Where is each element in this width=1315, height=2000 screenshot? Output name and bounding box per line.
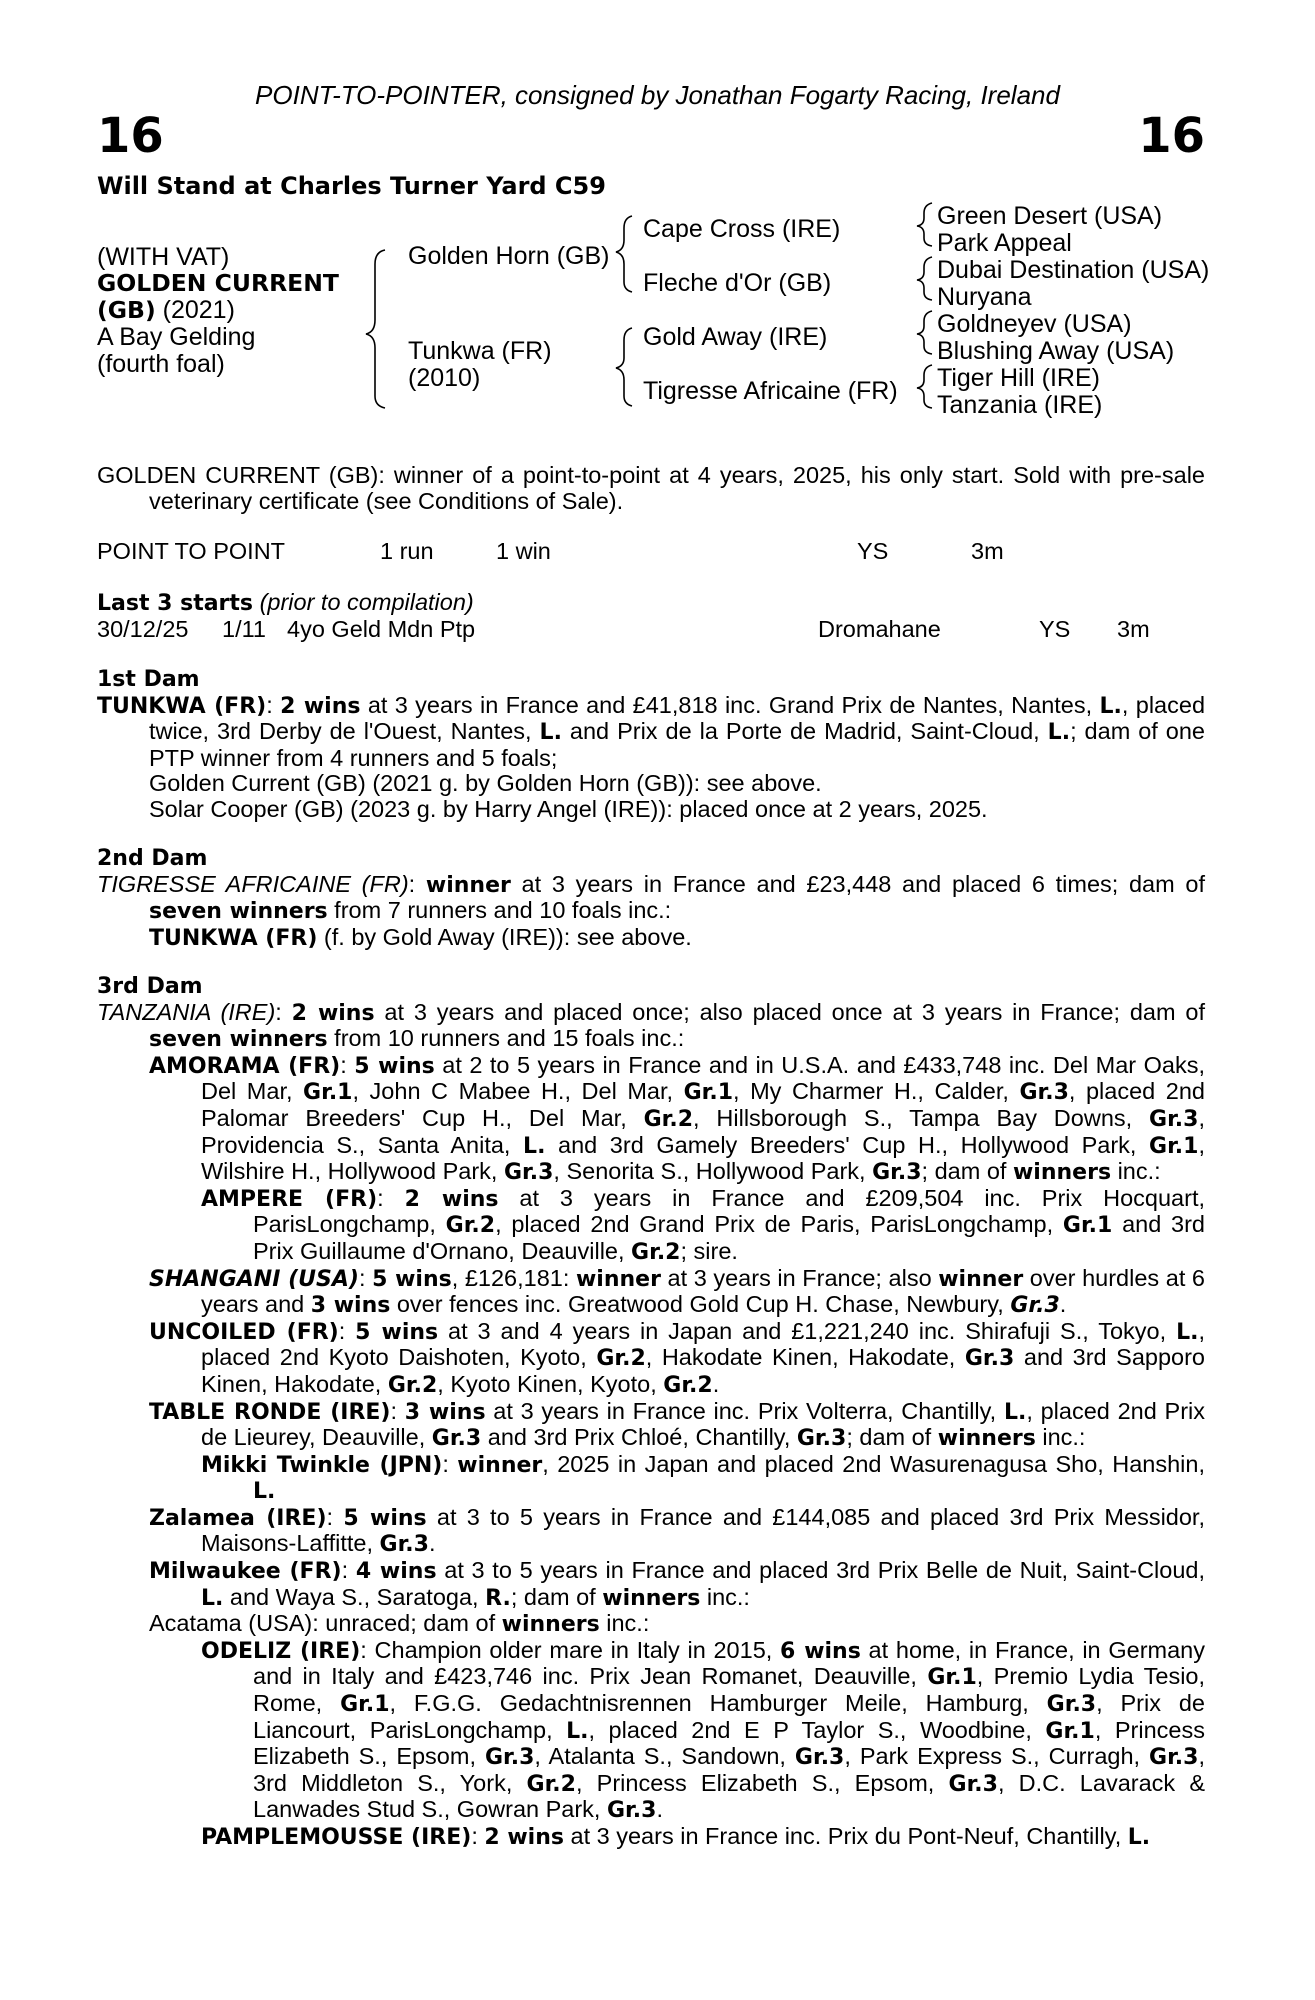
brace-ds [917,311,932,354]
stand-location: Will Stand at Charles Turner Yard C59 [97,172,606,200]
last-starts [97,590,1205,644]
record-runs: 1 run [380,538,434,564]
last-start-row: 30/12/25 1/11 4yo Geld Mdn Ptp Dromahane YS 3m [97,615,1150,642]
produce-ampere: AMPERE (FR): 2 wins at 3 years in France and £209,504 inc. Prix Hocquart, ParisLongchamp, Gr.2, placed 2nd Grand Prix de Paris, ParisLongchamp, Gr.1 and 3rd Prix Guillaume d'Ornano, Deauville, Gr.2; sire. [201,1184,1206,1265]
sds: Dubai Destination (USA) [937,256,1210,284]
produce-shangani: SHANGANI (USA): 5 wins, £126,181: winner at 3 years in France; also winner over hurdles at 6 years and 3 wins over fences inc. Greatwood Gold Cup H. Chase, Newbury, Gr.3. [149,1264,1205,1319]
vat-note: (WITH VAT) [97,243,230,271]
horse-description: A Bay Gelding [97,323,256,351]
record-going: YS [857,538,889,564]
record-distance: 3m [971,538,1004,564]
dam-year: (2010) [408,364,481,392]
lot-number-left: 16 [97,108,164,164]
third-dam-section [97,974,1205,1851]
ddd: Tanzania (IRE) [937,391,1103,419]
produce-odeliz: ODELIZ (IRE): Champion older mare in Italy in 2015, 6 wins at home, in France, in Germany and in Italy and £423,746 inc. Prix Jean Romanet, Deauville, Gr.1, Premio Lydia Tesio, Rome, Gr.1, F.G.G. Gedachtnisrennen Hamburger Meile, Hamburg, Gr.3, Prix de Liancourt, ParisLongchamp, L., placed 2nd E P Taylor S., Woodbine, Gr.1, Princess Elizabeth S., Epsom, Gr.3, Atalanta S., Sandown, Gr.3, Park Express S., Curragh, Gr.3, 3rd Middleton S., York, Gr.2, Princess Elizabeth S., Epsom, Gr.3, D.C. Lavarack & Lanwades Stud S., Gowran Park, Gr.3. [201,1636,1206,1824]
first-dam-heading: 1st Dam [97,667,200,692]
race-summary: GOLDEN CURRENT (GB): winner of a point-to-point at 4 years, 2025, his only start. Sold with pre-sale veterinary certificate (see Conditions of Sale). [97,462,1205,514]
second-dam-record: TIGRESSE AFRICAINE (FR): winner at 3 years in France and £23,448 and placed 6 times; dam of seven winners from 7 runners and 10 foals inc.: [97,870,1205,925]
produce-mikki-twinkle: Mikki Twinkle (JPN): winner, 2025 in Japan and placed 2nd Wasurenagusa Sho, Hanshin, L. [201,1450,1205,1505]
consignment-header: POINT-TO-POINTER, consigned by Jonathan Fogarty Racing, Ireland [255,80,1060,110]
record-wins: 1 win [496,538,551,564]
brace-dam [616,328,632,406]
dam-dam: Tigresse Africaine (FR) [643,377,898,405]
second-dam-heading: 2nd Dam [97,846,208,871]
sss: Green Desert (USA) [937,202,1163,230]
first-dam-section [97,667,1205,823]
third-dam-heading: 3rd Dam [97,974,203,999]
produce-milwaukee: Milwaukee (FR): 4 wins at 3 to 5 years in France and placed 3rd Prix Belle de Nuit, Saint-Cloud, L. and Waya S., Saratoga, R.; dam of winners inc.: [149,1557,1205,1611]
sdd: Nuryana [937,283,1032,311]
second-dam-foal: TUNKWA (FR) (f. by Gold Away (IRE)): see above. [149,923,692,951]
dam: Tunkwa (FR) [408,337,552,365]
dsd: Blushing Away (USA) [937,337,1175,365]
brace-ss [917,203,932,246]
produce-amorama: AMORAMA (FR): 5 wins at 2 to 5 years in France and in U.S.A. and £433,748 inc. Del Mar Oaks, Del Mar, Gr.1, John C Mabee H., Del Mar, Gr.1, My Charmer H., Calder, Gr.3, placed 2nd Palomar Breeders' Cup H., Del Mar, Gr.2, Hillsborough S., Tampa Bay Downs, Gr.3, Providencia S., Santa Anita, L. and 3rd Gamely Breeders' Cup H., Hollywood Park, Gr.1, Wilshire H., Hollywood Park, Gr.3, Senorita S., Hollywood Park, Gr.3; dam of winners inc.: [149,1051,1205,1186]
ssd: Park Appeal [937,229,1072,257]
first-dam-foal-2: Solar Cooper (GB) (2023 g. by Harry Angel (IRE)): placed once at 2 years, 2025. [149,795,988,822]
brace-main [366,250,385,408]
brace-dd [917,365,932,408]
lot-number-right: 16 [1138,108,1205,164]
sire: Golden Horn (GB) [408,242,610,270]
produce-uncoiled: UNCOILED (FR): 5 wins at 3 and 4 years in Japan and £1,221,240 inc. Shirafuji S., Tokyo, L., placed 2nd Kyoto Daishoten, Kyoto, Gr.2, Hakodate Kinen, Hakodate, Gr.3 and 3rd Sapporo Kinen, Hakodate, Gr.2, Kyoto Kinen, Kyoto, Gr.2. [149,1317,1206,1398]
produce-acatama: Acatama (USA): unraced; dam of winners inc.: [149,1610,650,1638]
produce-pamplemousse: PAMPLEMOUSSE (IRE): 2 wins at 3 years in France inc. Prix du Pont-Neuf, Chantilly, L. [201,1823,1151,1850]
produce-zalamea: Zalamea (IRE): 5 wins at 3 to 5 years in France and £144,085 and placed 3rd Prix Messidor, Maisons-Laffitte, Gr.3. [149,1503,1205,1558]
first-dam-record: TUNKWA (FR): 2 wins at 3 years in France and £41,818 inc. Grand Prix de Nantes, Nantes, L., placed twice, 3rd Derby de l'Ouest, Nantes, L. and Prix de la Porte de Madrid, Saint-Cloud, L.; dam of one PTP winner from 4 runners and 5 foals; [97,691,1206,771]
last-starts-heading: Last 3 starts (prior to compilation) [97,589,474,616]
summary-block [97,463,1205,514]
horse-name: GOLDEN CURRENT [97,269,339,297]
brace-sd [917,257,932,300]
horse-origin-year: (GB) (2021) [97,296,235,324]
sire-sire: Cape Cross (IRE) [643,215,841,243]
dds: Tiger Hill (IRE) [937,364,1100,392]
foal-number: (fourth foal) [97,350,225,378]
record-row [97,539,1205,566]
second-dam-section [97,846,1205,951]
dam-sire: Gold Away (IRE) [643,323,828,351]
sire-dam: Fleche d'Or (GB) [643,269,832,297]
third-dam-record: TANZANIA (IRE): 2 wins at 3 years and placed once; also placed once at 3 years in France; dam of seven winners from 10 runners and 15 foals inc.: [97,998,1205,1053]
record-label: POINT TO POINT [97,538,286,564]
dss: Goldneyev (USA) [937,310,1132,338]
brace-sire [616,216,632,292]
produce-table-ronde: TABLE RONDE (IRE): 3 wins at 3 years in France inc. Prix Volterra, Chantilly, L., placed 2nd Prix de Lieurey, Deauville, Gr.3 and 3rd Prix Chloé, Chantilly, Gr.3; dam of winners inc.: [149,1397,1205,1452]
first-dam-foal-1: Golden Current (GB) (2021 g. by Golden Horn (GB)): see above. [149,770,822,797]
